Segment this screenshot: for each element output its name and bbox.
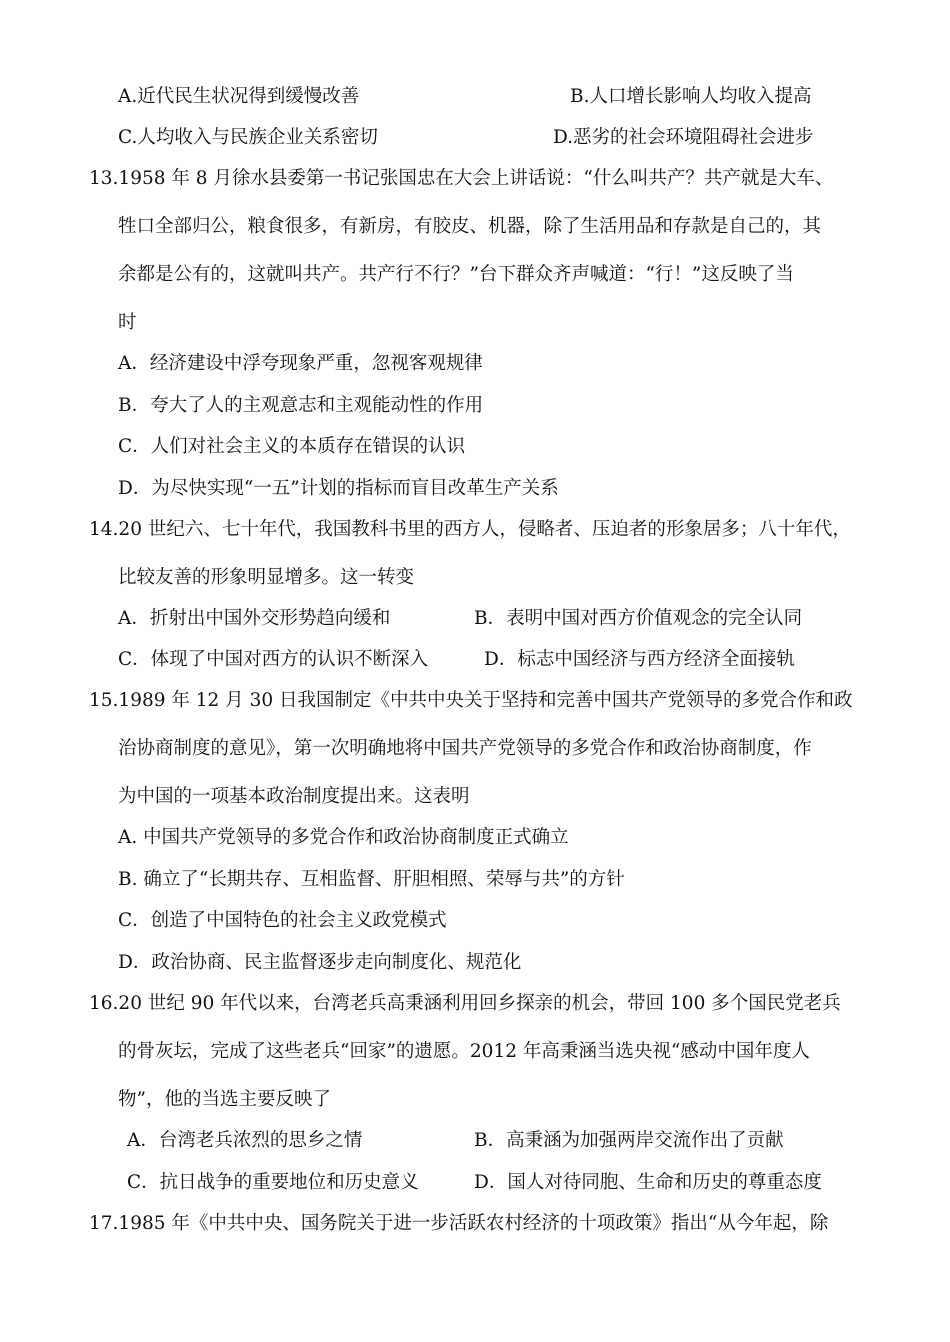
q15-option-a: A. 中国共产党领导的多党合作和政治协商制度正式确立 bbox=[118, 827, 569, 848]
q12-option-d: D.恶劣的社会环境阻碍社会进步 bbox=[553, 127, 814, 148]
q13-option-d: D．为尽快实现“一五”计划的指标而盲目改革生产关系 bbox=[118, 478, 559, 499]
q13-option-c: C．人们对社会主义的本质存在错误的认识 bbox=[118, 436, 466, 457]
q16-stem-line-1: 16.20 世纪 90 年代以来，台湾老兵高秉涵利用回乡探亲的机会，带回 100 多个国民党老兵 bbox=[89, 993, 841, 1014]
q14-option-c: C．体现了中国对西方的认识不断深入 bbox=[118, 649, 429, 670]
q13-stem-line-4: 时 bbox=[118, 312, 137, 333]
q16-option-b: B．高秉涵为加强两岸交流作出了贡献 bbox=[474, 1130, 784, 1151]
q16-option-a: A．台湾老兵浓烈的思乡之情 bbox=[127, 1130, 363, 1151]
q15-option-c: C．创造了中国特色的社会主义政党模式 bbox=[118, 910, 447, 931]
q15-stem-line-3: 为中国的一项基本政治制度提出来。这表明 bbox=[118, 786, 470, 807]
q13-stem-line-3: 余都是公有的，这就叫共产。共产行不行？”台下群众齐声喊道：“行！”这反映了当 bbox=[118, 264, 794, 285]
q12-option-b: B.人口增长影响人均收入提高 bbox=[570, 86, 812, 107]
q16-option-d: D．国人对待同胞、生命和历史的尊重态度 bbox=[474, 1172, 822, 1193]
q14-option-a: A．折射出中国外交形势趋向缓和 bbox=[118, 608, 391, 629]
q15-stem-line-2: 治协商制度的意见》，第一次明确地将中国共产党领导的多党合作和政治协商制度，作 bbox=[118, 738, 812, 759]
q13-option-b: B．夸大了人的主观意志和主观能动性的作用 bbox=[118, 395, 484, 416]
q13-stem-line-2: 牲口全部归公，粮食很多，有新房，有胶皮、机器，除了生活用品和存款是自己的，其 bbox=[118, 216, 822, 237]
q14-option-d: D．标志中国经济与西方经济全面接轨 bbox=[484, 649, 795, 670]
q14-stem-line-2: 比较友善的形象明显增多。这一转变 bbox=[118, 567, 415, 588]
q14-stem-line-1: 14.20 世纪六、七十年代，我国教科书里的西方人，侵略者、压迫者的形象居多；八十年代， bbox=[89, 519, 851, 540]
q14-option-b: B．表明中国对西方价值观念的完全认同 bbox=[474, 608, 803, 629]
q13-stem-line-1: 13.1958 年 8 月徐水县委第一书记张国忠在大会上讲话说：“什么叫共产？共产就是大车、 bbox=[89, 168, 834, 189]
q13-option-a: A．经济建设中浮夸现象严重，忽视客观规律 bbox=[118, 353, 483, 374]
q15-stem-line-1: 15.1989 年 12 月 30 日我国制定《中共中央关于坚持和完善中国共产党领导的多党合作和政 bbox=[89, 690, 853, 711]
q15-option-d: D．政治协商、民主监督逐步走向制度化、规范化 bbox=[118, 952, 522, 973]
q16-option-c: C．抗日战争的重要地位和历史意义 bbox=[127, 1172, 419, 1193]
q16-stem-line-2: 的骨灰坛，完成了这些老兵“回家”的遗愿。2012 年高秉涵当选央视“感动中国年度人 bbox=[118, 1041, 810, 1062]
q12-option-a: A.近代民生状况得到缓慢改善 bbox=[118, 86, 360, 107]
q12-option-c: C.人均收入与民族企业关系密切 bbox=[118, 127, 378, 148]
q16-stem-line-3: 物”，他的当选主要反映了 bbox=[118, 1089, 331, 1110]
q17-stem-line-1: 17.1985 年《中共中央、国务院关于进一步活跃农村经济的十项政策》指出“从今年起，除 bbox=[89, 1213, 829, 1234]
q15-option-b: B. 确立了“长期共存、互相监督、肝胆相照、荣辱与共”的方针 bbox=[118, 869, 625, 890]
